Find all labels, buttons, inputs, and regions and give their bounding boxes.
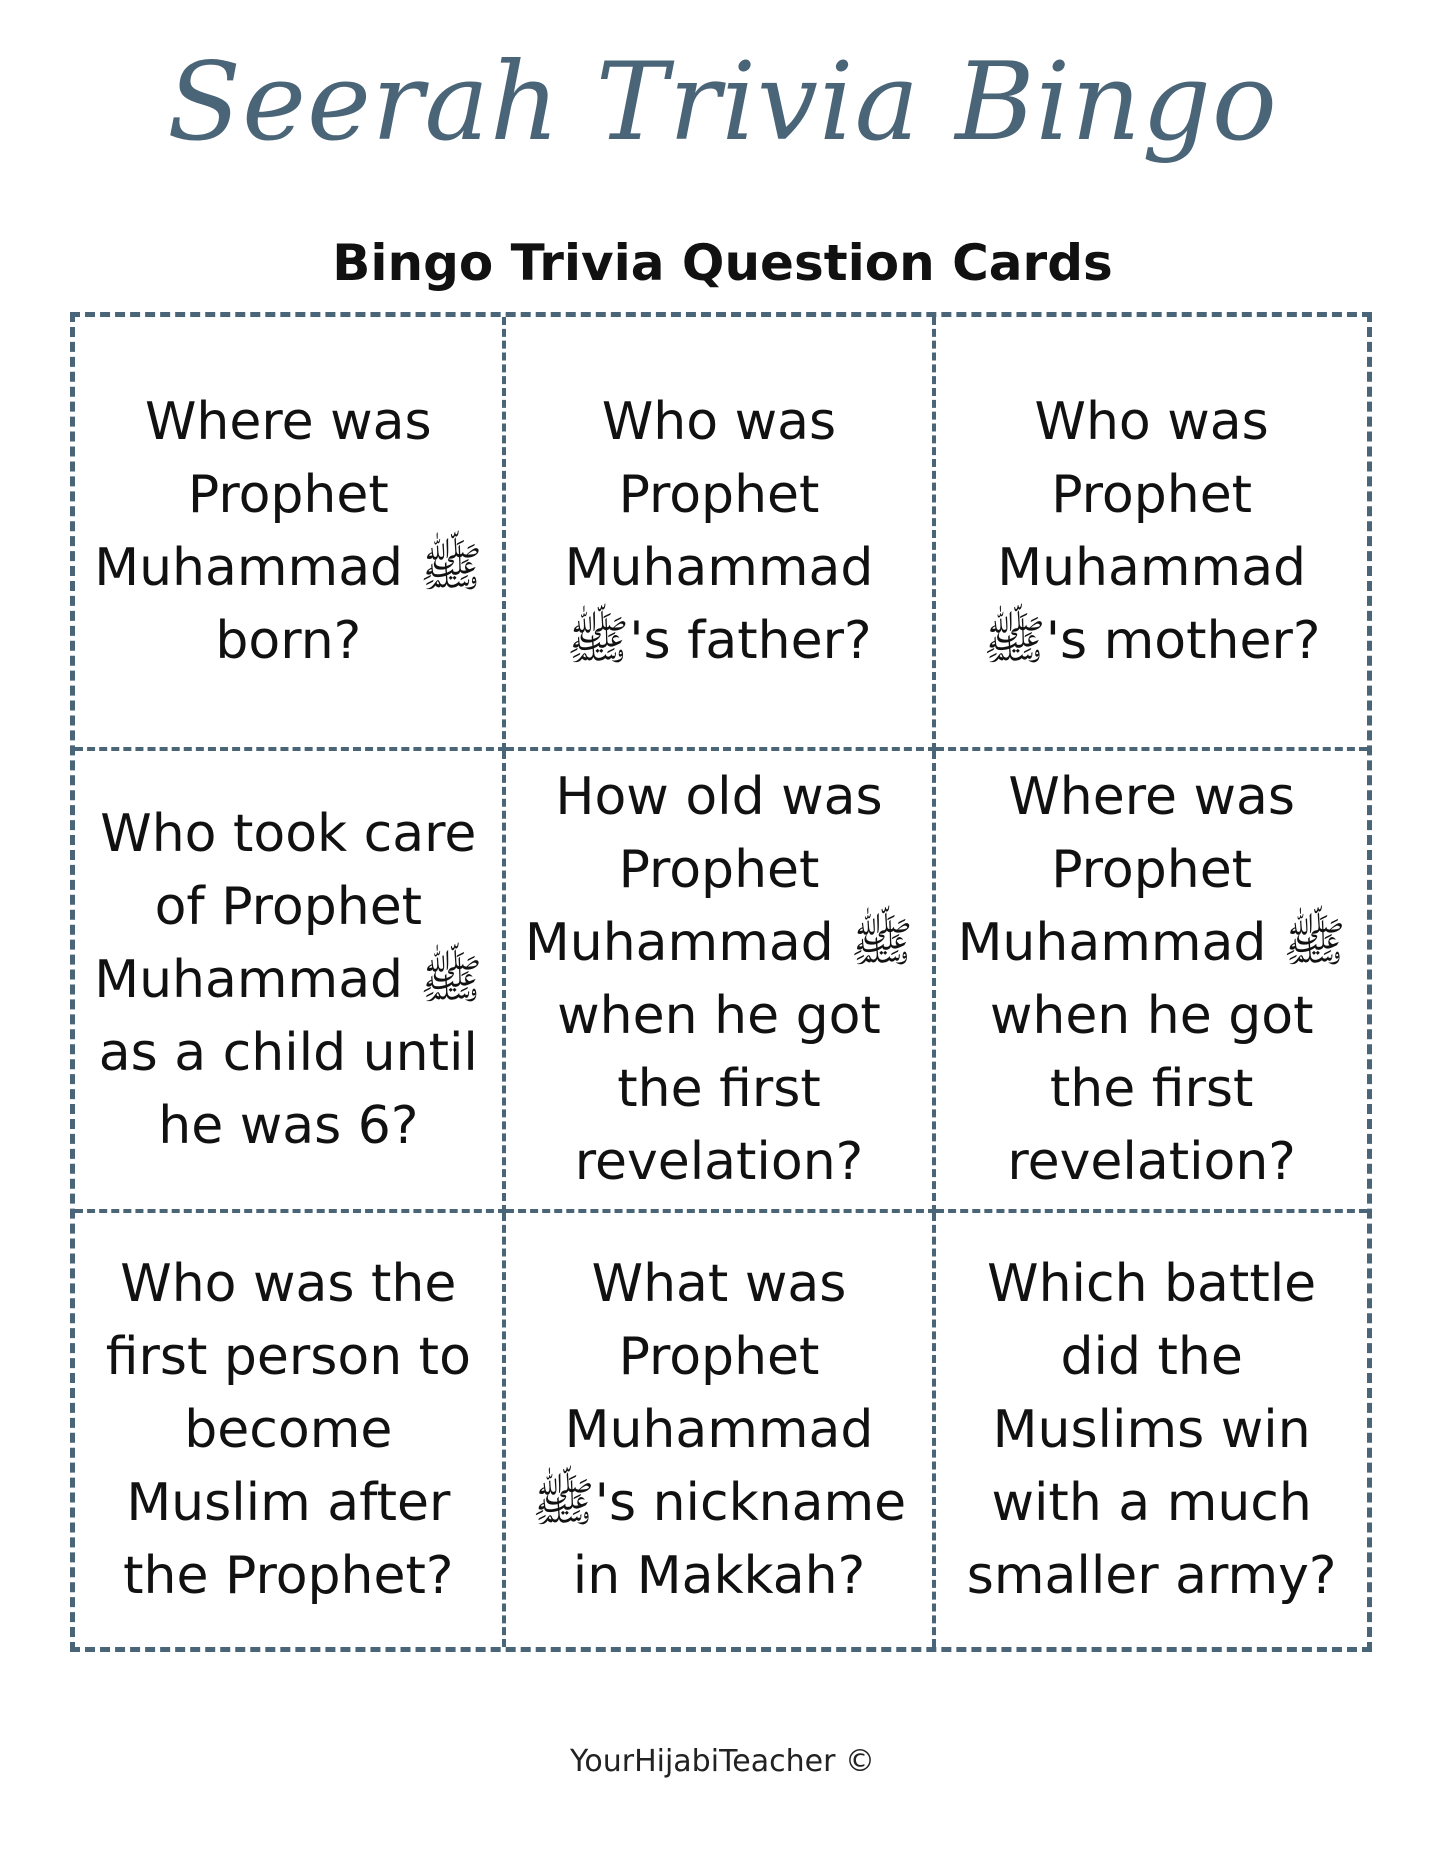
question-card <box>936 751 1367 1213</box>
question-card <box>936 1213 1367 1647</box>
question-text: Who was Prophet Muhammad ﷺ's mother? <box>982 392 1321 671</box>
question-card <box>936 317 1367 751</box>
question-text: Where was Prophet Muhammad ﷺ born? <box>94 392 483 671</box>
question-card <box>75 317 506 751</box>
footer-credit: YourHijabiTeacher © <box>570 1744 875 1779</box>
question-card <box>75 1213 506 1647</box>
question-text: Which battle did the Muslims win with a much smaller army? <box>966 1253 1337 1606</box>
question-card <box>75 751 506 1213</box>
question-card <box>506 317 937 751</box>
question-card <box>506 1213 937 1647</box>
question-card <box>506 751 937 1213</box>
question-card-grid <box>70 312 1372 1652</box>
question-text: Where was Prophet Muhammad ﷺ when he got the first revelation? <box>957 767 1346 1192</box>
page-title: Seerah Trivia Bingo <box>167 40 1278 165</box>
question-text: Who took care of Prophet Muhammad ﷺ as a child until he was 6? <box>94 803 483 1156</box>
question-text: How old was Prophet Muhammad ﷺ when he got the first revelation? <box>524 767 914 1192</box>
question-text: What was Prophet Muhammad ﷺ's nickname in Makkah? <box>531 1253 907 1606</box>
page-subtitle: Bingo Trivia Question Cards <box>332 234 1113 292</box>
question-text: Who was Prophet Muhammad ﷺ's father? <box>564 392 874 671</box>
question-text: Who was the first person to become Muslim after the Prophet? <box>105 1253 471 1606</box>
